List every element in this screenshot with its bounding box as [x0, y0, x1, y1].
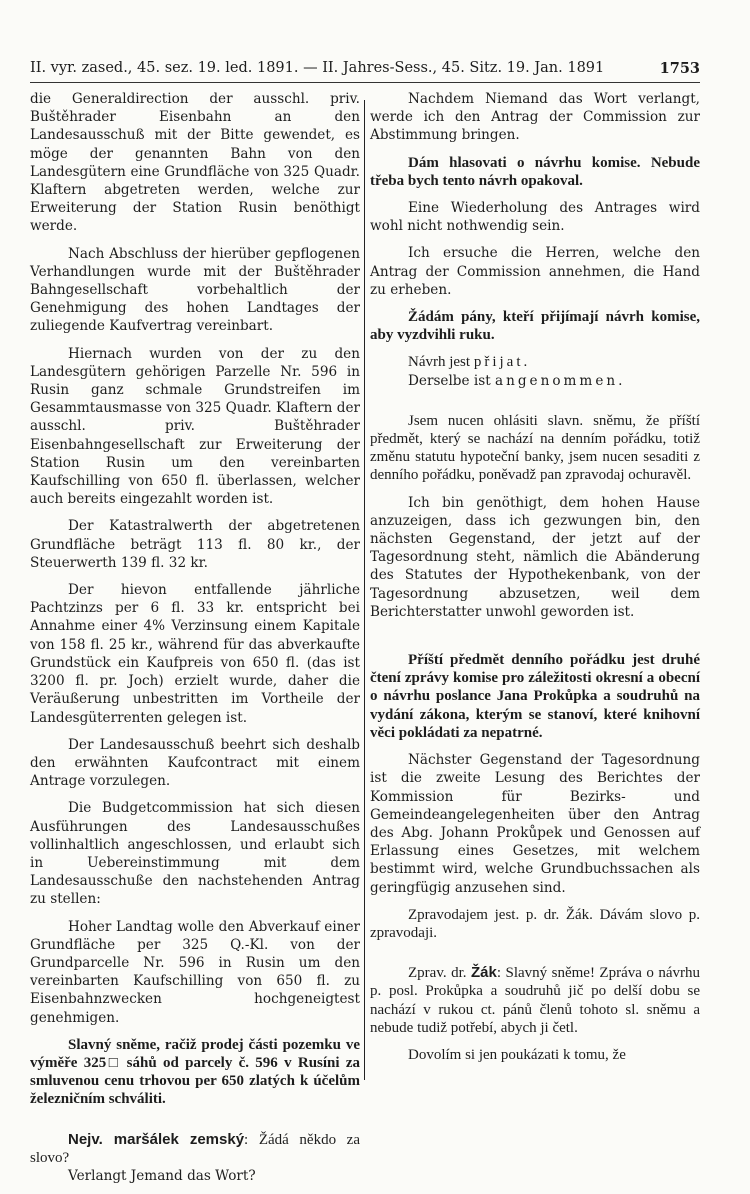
right-column	[370, 90, 700, 1073]
paragraph: Jsem nucen ohlásiti slavn. sněmu, že příští předmět, který se nachází na denním pořádku, totiž změnu statutu hypoteční banky, jsem nucen sesaditi z denního pořádku, poněvadž pan zpravodaj ochuravěl.	[370, 412, 700, 484]
paragraph: Eine Wiederholung des Antrages wird wohl nicht nothwendig sein.	[370, 200, 700, 235]
paragraph: Žádám pány, kteří přijímají návrh komise, aby vyzdvihli ruku.	[370, 309, 700, 344]
result-spaced: přijat.	[473, 354, 531, 371]
paragraph: Hoher Landtag wolle den Abverkauf einer Grundfläche per 325 Q.-Kl. von der Grundparcelle Nr. 596 in Rusin um den vereinbarten Kaufschilling von 650 fl. zu Eisenbahnzwecken hochgeneigtest genehmigen.	[30, 918, 360, 1026]
speaker-prefix: Zprav. dr.	[408, 965, 467, 982]
running-header	[30, 60, 700, 77]
result-czech	[370, 353, 700, 371]
result-german	[370, 372, 700, 390]
paragraph: Dám hlasovati o návrhu komise. Nebude třeba bych tento návrh opakoval.	[370, 154, 700, 189]
speech-text: : Žádá někdo za slovo?	[30, 1131, 360, 1166]
result-prefix: Derselbe ist	[408, 372, 491, 389]
paragraph: Der Landesausschuß beehrt sich deshalb den erwähnten Kaufcontract mit einem Antrage vorzulegen.	[30, 736, 360, 790]
paragraph: Hiernach wurden von der zu den Landesgütern gehörigen Parzelle Nr. 596 in Rusin ganz schmale Grundstreifen im Gesammtausmasse von 325 Quadr. Klaftern der ausschl. priv. Buštěhrader Eisenbahngesellschaft zur Erweiterung der Station Rusin um den vereinbarten Kaufschilling von 650 fl. überlassen, welcher auch bereits eingezahlt worden ist.	[30, 345, 360, 508]
paragraph: Der Katastralwerth der abgetretenen Grundfläche beträgt 113 fl. 80 kr., der Steuerwerth 139 fl. 32 kr.	[30, 518, 360, 571]
header-rule	[30, 82, 700, 83]
paragraph: Příští předmět denního pořádku jest druhé čtení zprávy komise pro záležitosti okresní a obecní o návrhu poslance Jana Prokůpka a soudruhů na vydání zákona, kterým se stanoví, které knihovní věci pokládati za nepatrné.	[370, 652, 700, 741]
paragraph: Nach Abschluss der hierüber gepflogenen Verhandlungen wurde mit der Buštěhrader Bahngesellschaft vorbehaltlich der Genehmigung des hohen Landtages der zuliegende Kaufvertrag vereinbart.	[30, 245, 360, 335]
marshal-question-german: Verlangt Jemand das Wort?	[68, 1167, 256, 1184]
speaker-name: Nejv. maršálek zemský	[68, 1130, 245, 1148]
paragraph: Dovolím si jen poukázati k tomu, že	[408, 1046, 626, 1063]
paragraph: Die Budgetcommission hat sich diesen Ausführungen des Landesausschußes vollinhaltlich angeschlossen, und erlaubt sich in Uebereinstimmung mit dem Landesausschuße den nachstehenden Antrag zu stellen:	[30, 800, 360, 908]
speaker-name: Žák	[470, 964, 497, 982]
column-separator	[364, 100, 365, 1080]
paragraph-czech-motion: Slavný sněme, račiž prodej části pozemku ve výměře 325□ sáhů od parcely č. 596 v Rusíni za smluvenou cenu trhovou per 650 zlatých k účelům železničním schváliti.	[30, 1036, 360, 1108]
speech-text: : Slavný sněme! Zpráva o návrhu p. posl. Prokůpka a soudruhů jič po delší dobu se nachází v rukou ct. pánů členů tohoto sl. sněmu a nebude tudiž potřebí, abych ji četl.	[370, 965, 701, 1036]
paragraph: Ich ersuche die Herren, welche den Antrag der Commission annehmen, die Hand zu erheben.	[370, 245, 700, 298]
result-spaced: angenommen.	[495, 372, 626, 389]
header-title: II. vyr. zased., 45. sez. 19. led. 1891. — II. Jahres-Sess., 45. Sitz. 19. Jan. 1891	[30, 60, 605, 76]
paragraph: Der hievon entfallende jährliche Pachtzinzs per 6 fl. 33 kr. entspricht bei Annahme einer 4% Verzinsung einem Kapitale von 158 fl. 25 kr., während für das abverkaufte Grundstück ein Kaufpreis von 650 fl. (das ist 3200 fl. pr. Joch) erzielt wurde, daher die Veräußerung unbestritten im Vortheile der Landesgüterrenten gelegen ist.	[30, 582, 360, 726]
paragraph: Ich bin genöthigt, dem hohen Hause anzuzeigen, dass ich gezwungen bin, den nächsten Gegenstand, der jetzt auf der Tagesordnung steht, nämlich die Abänderung des Statutes der Hypothekenbank, von der Tagesordnung abzusetzen, weil dem Berichterstatter unwohl geworden ist.	[370, 494, 700, 620]
reporter-speech	[370, 964, 700, 1037]
result-prefix: Návrh jest	[408, 354, 471, 371]
left-column	[30, 90, 360, 1194]
paragraph: Nächster Gegenstand der Tagesordnung ist die zweite Lesung des Berichtes der Kommission für Bezirks- und Gemeindeangelegenheiten über den Antrag des Abg. Johann Prokůpek und Genossen auf Erlassung eines Gesetzes, mit welchem bestimmt wird, welche Grundbuchssachen als geringfügig anzusehen sind.	[370, 752, 700, 896]
marshal-question	[30, 1131, 360, 1167]
page-number: 1753	[659, 60, 700, 77]
paragraph: die Generaldirection der ausschl. priv. Buštěhrader Eisenbahn an den Landesausschuß mit der Bitte gewendet, es möge der genannten Bahn von den Landesgütern eine Grundfläche von 325 Quadr. Klaftern abgetreten werden, welche zur Erweiterung der Station Rusin benöthigt werde.	[30, 91, 360, 235]
paragraph: Nachdem Niemand das Wort verlangt, werde ich den Antrag der Commission zur Abstimmung bringen.	[370, 91, 700, 144]
paragraph: Zpravodajem jest. p. dr. Žák. Dávám slovo p. zpravodaji.	[370, 906, 700, 941]
